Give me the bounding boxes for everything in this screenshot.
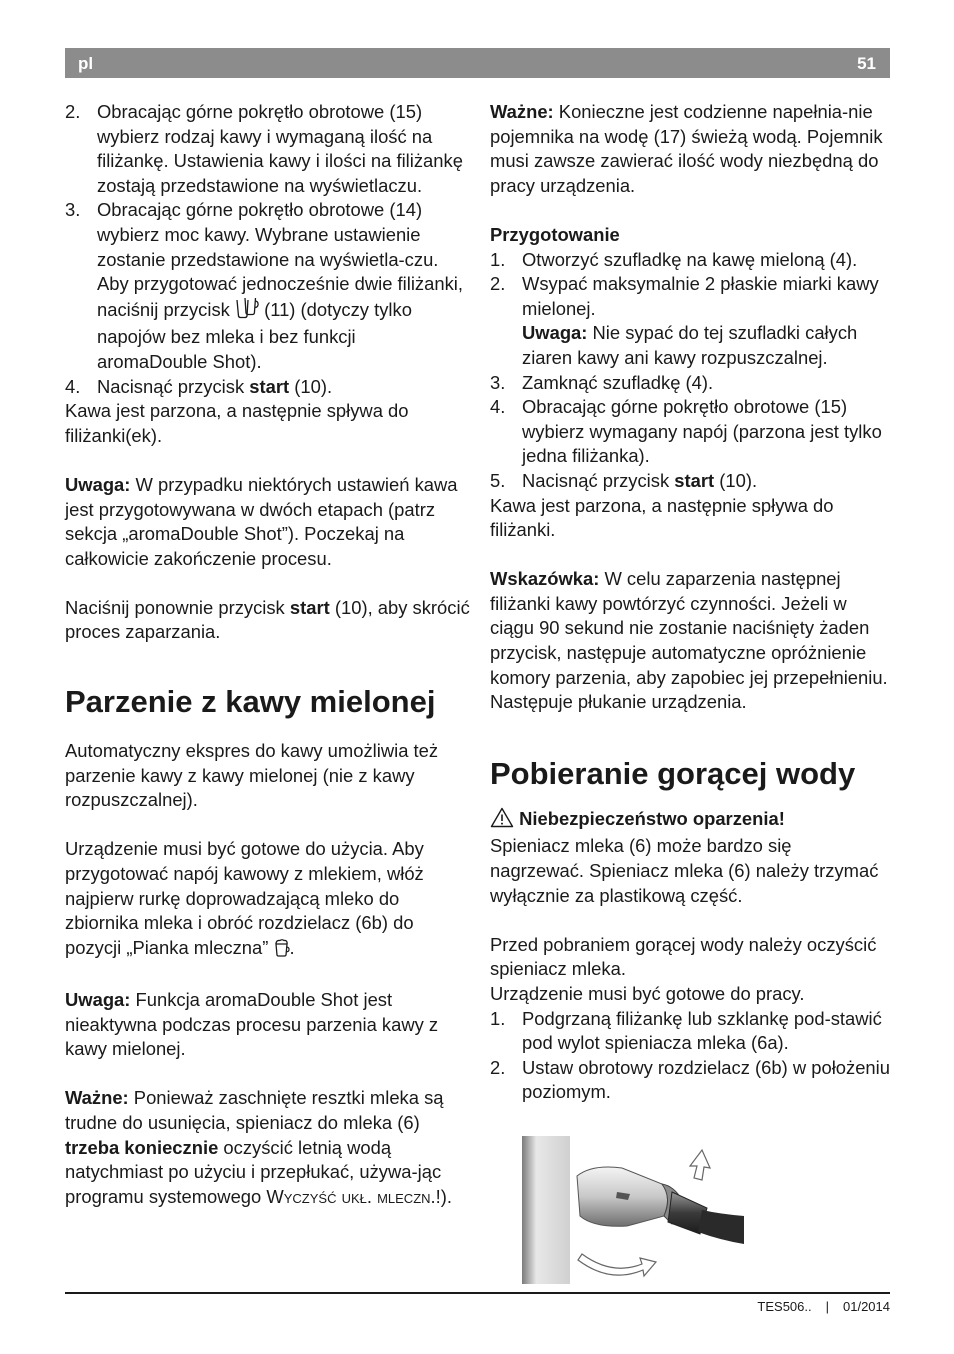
hot-water-steps (490, 1007, 890, 1105)
frother-rotation-illustration (522, 1136, 744, 1284)
paragraph: Automatyczny ekspres do kawy umożliwia też parzenie kawy z kawy mielonej (nie z kawy rozpuszczalnej). (65, 740, 439, 811)
note-paragraph: Ważne: Konieczne jest codzienne napełnia-nie pojemnika na wodę (17) świeżą wodą. Pojemnik musi zawsze zawierać ilość wody niezbędną do pracy urządzenia. (490, 101, 883, 196)
list-item: 4. Nacisnąć przycisk start (10). (65, 375, 333, 397)
paragraph: Urządzenie musi być gotowe do pracy. (490, 983, 805, 1004)
list-item: 2. Obracając górne pokrętło obrotowe (15) wybierz rodzaj kawy i wymaganą ilość na filiżankę. Ustawienia kawy i ilości na filiżankę zostają przedstawione na wyświetlaczu. (65, 101, 463, 196)
language-label: pl (78, 54, 94, 73)
left-column (65, 100, 470, 1209)
list-item: 5. Nacisnąć przycisk start (10). (490, 469, 758, 491)
right-column (490, 100, 890, 1105)
warning-heading: Niebezpieczeństwo oparzenia! (490, 807, 890, 835)
list-item: 3. Obracając górne pokrętło obrotowe (14) wybierz moc kawy. Wybrane ustawienie zostanie przedstawione na wyświetla-czu. Aby przygotować jednocześnie dwie filiżanki, naciśnij przycisk (11) (dotyczy tylko napojów bez mleka i bez funkcji aromaDouble Shot). (65, 199, 463, 372)
list-item: 1. Otworzyć szufladkę na kawę mieloną (4). (490, 248, 858, 270)
model-number: TES506.. (757, 1299, 812, 1314)
note-paragraph: Uwaga: W przypadku niektórych ustawień kawa jest przygotowywana w dwóch etapach (patrz sekcja „aromaDouble Shot”). Poczekaj na całkowicie zakończenie procesu. (65, 473, 458, 569)
paragraph: Naciśnij ponownie przycisk start (10), aby skrócić proces zaparzania. (65, 596, 470, 643)
page-number: 51 (857, 54, 876, 73)
edition-date: 01/2014 (843, 1299, 890, 1314)
list-item: 3. Zamknąć szufladkę (4). (490, 371, 714, 393)
two-cups-icon (235, 297, 259, 326)
note-paragraph: Uwaga: Funkcja aromaDouble Shot jest nieaktywna podczas procesu parzenia kawy z kawy mielonej. (65, 989, 439, 1060)
program-name: Wyczyść ukł. mleczn.! (266, 1185, 441, 1207)
section-heading: Parzenie z kawy mielonej (65, 684, 436, 720)
warning-triangle-icon (490, 807, 514, 835)
steps-list-continued (65, 100, 470, 399)
paragraph: Urządzenie musi być gotowe do użycia. Aby przygotować napój kawowy z mlekiem, włóż najpierw rurkę doprowadzającą mleko do zbiornika mleka i obróć rozdzielacz (6b) do pozycji „Pianka mleczna” . (65, 837, 470, 963)
section-heading: Pobieranie gorącej wody (490, 755, 856, 791)
preparation-steps (490, 248, 890, 494)
footer: TES506.. | 01/2014 (757, 1299, 890, 1314)
note-paragraph: Ważne: Ponieważ zaschnięte resztki mleka są trudne do usunięcia, spieniacz do mleka (6) trzeba koniecznie oczyścić letnią wodą natychmiast po użyciu i przepłukać, używa-jąc programu systemowego Wyczyść ukł. mleczn.!). (65, 1087, 452, 1207)
list-item: 1. Podgrzaną filiżankę lub szklankę pod-stawić pod wylot spieniacza mleka (6a). (490, 1007, 882, 1054)
list-item: 2. Ustaw obrotowy rozdzielacz (6b) w położeniu poziomym. (490, 1056, 890, 1103)
paragraph: Przed pobraniem gorącej wody należy oczyścić spieniacz mleka. (490, 933, 877, 980)
paragraph: Kawa jest parzona, a następnie spływa do filiżanki(ek). (65, 400, 409, 446)
tip-paragraph: Wskazówka: W celu zaparzenia następnej filiżanki kawy powtórzyć czynności. Jeżeli w ciągu 90 sekund nie zostanie naciśnięty żaden przycisk, następuje automatyczne opróżnienie komory parzenia, aby zapobiec jej przepełnieniu. Następuje płukanie urządzenia. (490, 568, 888, 713)
warning-text: Spieniacz mleka (6) może bardzo się nagrzewać. Spieniacz mleka (6) należy trzymać wyłącznie za plastikową część. (490, 835, 879, 906)
list-item: 2. Wsypać maksymalnie 2 płaskie miarki kawy mielonej. Uwaga: Nie sypać do tej szufladki całych ziaren kawy ani kawy rozpuszczalnej. (490, 273, 879, 368)
footer-rule (65, 1292, 890, 1294)
list-item: 4. Obracając górne pokrętło obrotowe (15) wybierz wymagany napój (parzona jest tylko jedna filiżanka). (490, 396, 882, 467)
subheading: Przygotowanie (490, 223, 620, 245)
milk-foam-cup-icon (274, 939, 290, 964)
paragraph: Kawa jest parzona, a następnie spływa do filiżanki. (490, 494, 834, 541)
header-bar (65, 48, 890, 78)
